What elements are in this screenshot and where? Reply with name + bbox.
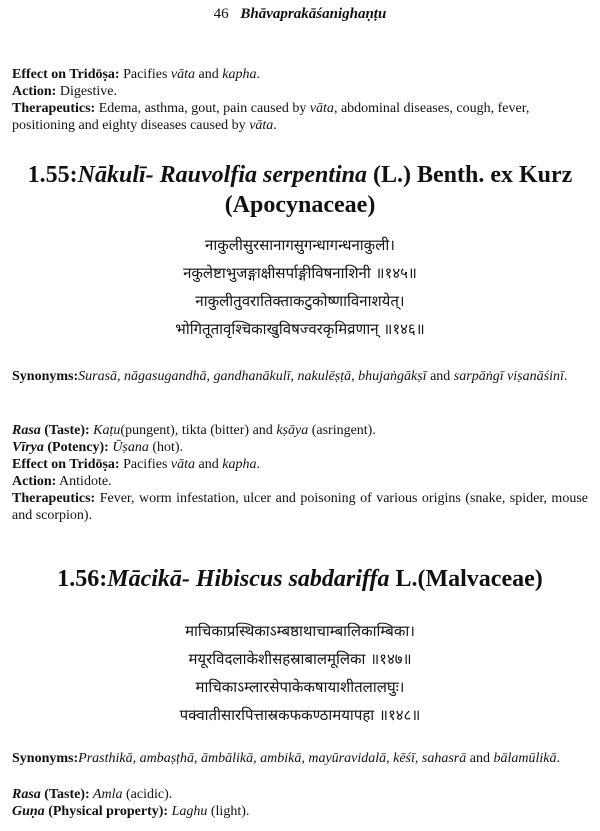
page-header [0, 6, 600, 23]
action-text: Digestive. [56, 84, 117, 99]
rasa-value: Amla [89, 787, 123, 802]
therapeutics-label: Therapeutics: [12, 101, 96, 116]
synonyms-end: . [563, 369, 568, 384]
virya-label-suffix: (Potency): [43, 440, 109, 455]
section-heading-1-56 [0, 564, 600, 594]
page-number: 46 [213, 6, 229, 22]
action-label: Action: [12, 84, 57, 99]
rasa-line [12, 422, 588, 439]
action-line [12, 473, 588, 490]
virya-value: Ūṣana [108, 440, 149, 455]
section-number: 1.55: [27, 162, 78, 188]
rasa-text: (asringent). [308, 423, 376, 438]
therapeutics-paragraph [12, 100, 588, 134]
sanskrit-verse: नाकुलीसुरसानागसुगन्धागन्धनाकुली। [205, 236, 395, 254]
section-number: 1.56: [57, 566, 108, 592]
therapeutics-paragraph [12, 490, 588, 524]
sanskrit-verse: नकुलेष्टाभुजङ्गाक्षीसर्पाङ्गीविषनाशिनी ॥१४५॥ [183, 264, 417, 282]
synonyms-text: Surasā, nāgasugandhā, gandhanākulī, nakulēṣṭā, bhujaṅgākṣī [78, 369, 427, 384]
plant-author: (L.) Benth. ex Kurz [367, 162, 573, 188]
therapeutics-text: Fever, worm infestation, ulcer and poisoning of various origins (snake, spider, mouse and scorpion). [12, 491, 588, 523]
action-label: Action: [12, 474, 57, 489]
therapeutics-text: Edema, asthma, gout, pain caused by [95, 101, 310, 116]
tridosa-kapha: kapha [222, 67, 257, 82]
guna-label-suffix: (Physical property): [44, 804, 169, 819]
tridosa-and: and [195, 67, 223, 82]
synonyms-1-55 [12, 368, 588, 385]
virya-line [12, 439, 588, 456]
virya-text: (hot). [148, 440, 184, 455]
synonyms-last: sarpāṅgī viṣanāśinī [453, 369, 564, 384]
top-properties [12, 66, 588, 134]
guna-line [12, 803, 588, 820]
sanskrit-verse: पक्वातीसारपित्तास्रकफकण्ठामयापहा ॥१४८॥ [179, 706, 421, 724]
tridosa-vata: vāta [170, 67, 196, 82]
tridosa-label: Effect on Tridōṣa: [12, 67, 120, 82]
plant-author: L.(Malvaceae) [389, 566, 543, 592]
therapeutics-vata: vāta [309, 101, 334, 116]
synonyms-label: Synonyms: [12, 751, 79, 766]
synonyms-and: and [426, 369, 454, 384]
therapeutics-vata: vāta [249, 118, 274, 133]
guna-value: Laghu [168, 804, 208, 819]
rasa-label: Rasa [12, 423, 41, 438]
tridosa-label: Effect on Tridōṣa: [12, 457, 120, 472]
action-text: Antidote. [56, 474, 112, 489]
plant-name: Mācikā- Hibiscus sabdariffa [107, 566, 390, 592]
sanskrit-verse: नाकुलीतुवरातिक्ताकटुकोष्णाविनाशयेत्। [195, 292, 405, 310]
tridosa-text: Pacifies [119, 67, 171, 82]
properties-1-55 [12, 422, 588, 524]
therapeutics-text: , abdominal diseases, cough, fever, positioning and eighty diseases caused by [12, 101, 530, 133]
rasa-text: (pungent), tikta (bitter) and [120, 423, 277, 438]
section-family-1-55: (Apocynaceae) [224, 192, 376, 218]
rasa-label-suffix: (Taste): [40, 423, 90, 438]
tridosa-line [12, 456, 588, 473]
guna-text: (light). [207, 804, 250, 819]
sanskrit-verse: माचिकाप्रस्थिकाऽम्बष्ठाथाचाम्बालिकाम्बिका। [185, 622, 415, 640]
virya-label: Vīrya [12, 440, 44, 455]
rasa-text: (acidic). [122, 787, 173, 802]
rasa-line [12, 786, 588, 803]
rasa-label: Rasa [12, 787, 41, 802]
properties-1-56 [12, 786, 588, 820]
sanskrit-verse: भोगितूतावृश्चिकाखुविषज्वरकृमिव्रणान् ॥१४६॥ [175, 320, 425, 338]
plant-name: Nākulī- Rauvolfia serpentina [77, 162, 368, 188]
tridosa-vata: vāta [170, 457, 196, 472]
synonyms-label: Synonyms: [12, 369, 79, 384]
tridosa-line [12, 66, 588, 83]
synonyms-1-56 [12, 750, 588, 767]
sanskrit-verse: मयूरविदलाकेशीसहस्राबालमूलिका ॥१४७॥ [188, 650, 412, 668]
therapeutics-end: . [273, 118, 277, 133]
rasa-label-suffix: (Taste): [40, 787, 90, 802]
tridosa-and: and [195, 457, 223, 472]
rasa-value: Kaṭu [89, 423, 121, 438]
tridosa-end: . [256, 457, 260, 472]
sanskrit-verse: माचिकाऽम्लारसेपाकेकषायाशीतलालघुः। [195, 678, 405, 696]
synonyms-end: . [556, 751, 560, 766]
synonyms-text: Prasthikā, ambaṣṭhā, āmbālikā, ambikā, mayūravidalā, kēśī, sahasrā [78, 751, 467, 766]
book-title: Bhāvaprakāśanighaṇṭu [240, 6, 387, 22]
rasa-value: kṣāya [276, 423, 309, 438]
therapeutics-label: Therapeutics: [12, 491, 96, 506]
synonyms-last: bālamūlikā [493, 751, 557, 766]
tridosa-text: Pacifies [119, 457, 171, 472]
action-line [12, 83, 588, 100]
tridosa-end: . [256, 67, 260, 82]
tridosa-kapha: kapha [222, 457, 257, 472]
section-heading-1-55 [0, 160, 600, 190]
guna-label: Guṇa [12, 804, 45, 819]
synonyms-and: and [466, 751, 494, 766]
